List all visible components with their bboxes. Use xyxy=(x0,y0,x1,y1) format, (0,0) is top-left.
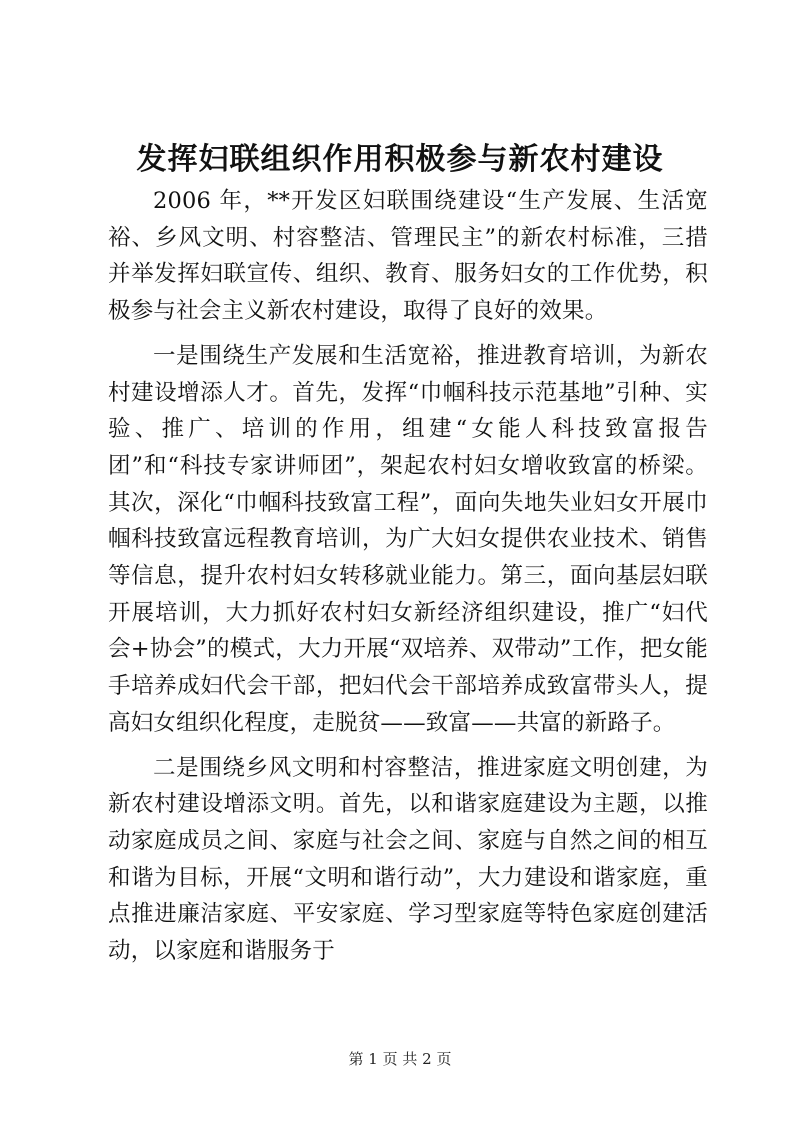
paragraph-intro: 2006 年，**开发区妇联围绕建设“生产发展、生活宽裕、乡风文明、村容整洁、管理民主”的新农村标准，三措并举发挥妇联宣传、组织、教育、服务妇女的工作优势，积极参与社会主义新农村建设，取得了良好的效果。 xyxy=(108,188,708,325)
paragraph-point-one: 一是围绕生产发展和生活宽裕，推进教育培训，为新农村建设增添人才。首先，发挥“巾帼科技示范基地”引种、实验、推广、培训的作用，组建“女能人科技致富报告团”和“科技专家讲师团”，架起农村妇女增收致富的桥梁。其次，深化“巾帼科技致富工程”，面向失地失业妇女开展巾帼科技致富远程教育培训，为广大妇女提供农业技术、销售等信息，提升农村妇女转移就业能力。第三，面向基层妇联开展培训，大力抓好农村妇女新经济组织建设，推广“妇代会+协会”的模式，大力开展“双培养、双带动”工作，把女能手培养成妇代会干部，把妇代会干部培养成致富带头人，提高妇女组织化程度，走脱贫——致富——共富的新路子。 xyxy=(108,342,708,736)
paragraph-point-two: 二是围绕乡风文明和村容整洁，推进家庭文明创建，为新农村建设增添文明。首先，以和谐家庭建设为主题，以推动家庭成员之间、家庭与社会之间、家庭与自然之间的相互和谐为目标，开展“文明和谐行动”，大力建设和谐家庭，重点推进廉洁家庭、平安家庭、学习型家庭等特色家庭创建活动，以家庭和谐服务于 xyxy=(108,754,708,965)
page-footer xyxy=(0,1049,800,1069)
page-number: 第 1 页 共 2 页 xyxy=(348,1050,452,1068)
document-title: 发挥妇联组织作用积极参与新农村建设 xyxy=(136,142,664,177)
document-body xyxy=(108,183,708,978)
